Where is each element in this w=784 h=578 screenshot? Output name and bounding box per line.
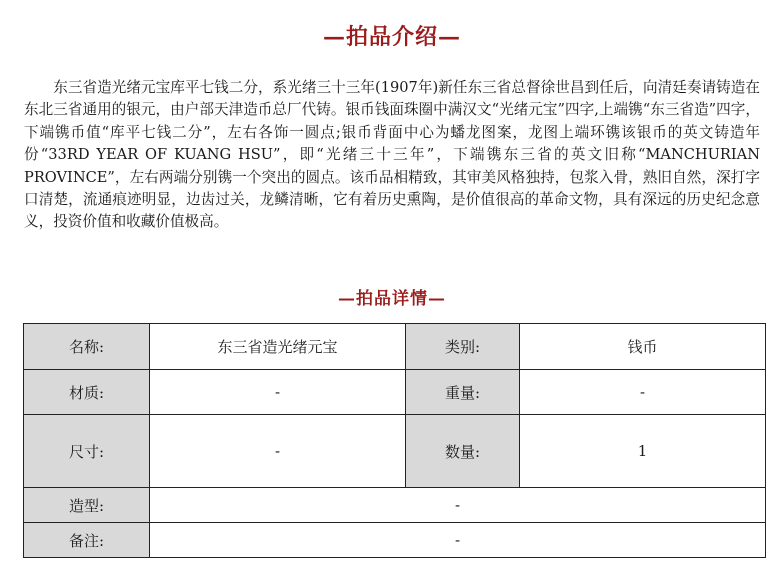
intro-section-title: —拍品介绍— [322, 24, 461, 50]
details-row-size [24, 415, 766, 488]
size-value: - [150, 415, 406, 488]
category-value: 钱币 [520, 324, 766, 370]
shape-label: 造型: [24, 488, 150, 523]
name-label: 名称: [24, 324, 150, 370]
material-label: 材质: [24, 370, 150, 415]
weight-label: 重量: [406, 370, 520, 415]
intro-paragraph: 东三省造光绪元宝库平七钱二分，系光绪三十三年(1907年)新任东三省总督徐世昌到任后，向清廷奏请铸造在东北三省通用的银元，由户部天津造币总厂代铸。银币钱面珠圈中满汉文“光绪元宝”四字,上端镌“东三省造”四字，下端镌币值“库平七钱二分”，左右各饰一圆点;银币背面中心为蟠龙图案，龙图上端环镌该银币的英文铸造年份“33RD YEAR OF KUANG HSU”，即“光绪三十三年”，下端镌东三省的英文旧称“MANCHURIAN PROVINCE”，左右两端分别镌一个突出的圆点。该币品相精致，其审美风格独持，包浆入骨，熟旧自然，深打字口清楚，流通痕迹明显，边齿过关，龙鳞清晰，它有着历史熏陶，是价值很高的革命文物，具有深远的历史纪念意义，投资价值和收藏价值极高。 [24, 79, 760, 231]
material-value: - [150, 370, 406, 415]
details-row-shape [24, 488, 766, 523]
details-table [23, 323, 766, 558]
details-row-remark [24, 523, 766, 558]
details-row-name [24, 324, 766, 370]
remark-value: - [150, 523, 766, 558]
category-label: 类别: [406, 324, 520, 370]
quantity-label: 数量: [406, 415, 520, 488]
weight-value: - [520, 370, 766, 415]
shape-value: - [150, 488, 766, 523]
quantity-value: 1 [520, 415, 766, 488]
remark-label: 备注: [24, 523, 150, 558]
name-value: 东三省造光绪元宝 [150, 324, 406, 370]
size-label: 尺寸: [24, 415, 150, 488]
detail-section-title: —拍品详情— [338, 289, 446, 309]
details-row-material [24, 370, 766, 415]
